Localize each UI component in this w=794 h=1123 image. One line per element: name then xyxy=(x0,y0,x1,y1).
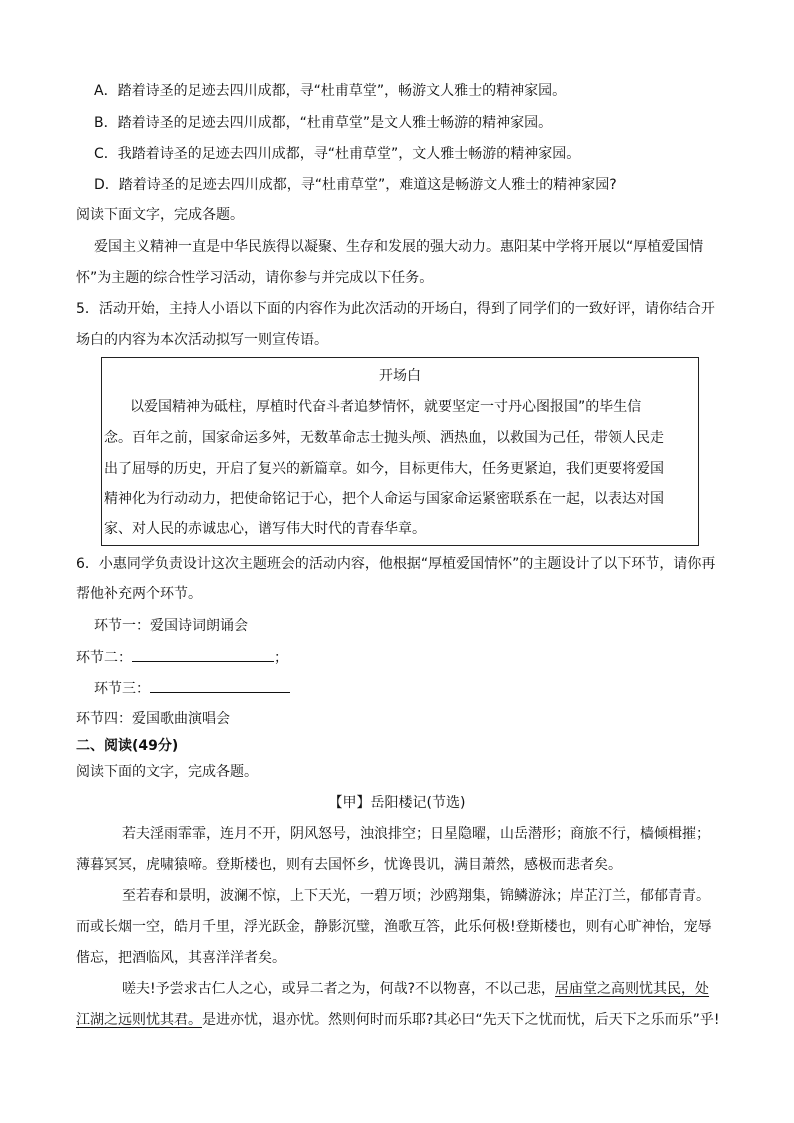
segment-2 xyxy=(76,647,288,668)
passage-p3-text: 嗟夫!予尝求古仁人之心，或异二者之为，何哉?不以物喜，不以己悲， xyxy=(122,981,556,997)
segment-3-blank[interactable] xyxy=(150,678,290,693)
question-6-line-1: 6．小惠同学负责设计这次主题班会的活动内容，他根据“厚植爱国情怀”的主题设计了以下环节，请你再 xyxy=(76,556,716,572)
intro-line-1: 爱国主义精神一直是中华民族得以凝聚、生存和发展的强大动力。惠阳某中学将开展以“厚植爱国情 xyxy=(94,239,704,255)
segment-2-label: 环节二： xyxy=(76,650,132,666)
opening-speech-title: 开场白 xyxy=(379,368,421,384)
passage-p1-line-1: 若夫淫雨霏霏，连月不开，阴风怒号，浊浪排空；日星隐曜，山岳潜形；商旅不行，樯倾楫摧； xyxy=(122,826,710,842)
passage-p1-line-2: 薄暮冥冥，虎啸猿啼。登斯楼也，则有去国怀乡，忧谗畏讥，满目萧然，感极而悲者矣。 xyxy=(76,857,622,873)
underlined-sentence-part-1: 居庙堂之高则忧其民，处 xyxy=(555,981,710,997)
segment-2-semicolon: ； xyxy=(274,650,288,666)
opening-speech-line-5: 家、对人民的赤诚忠心，谱写伟大时代的青春华章。 xyxy=(104,521,426,537)
passage-p3-text-end: 是进亦忧，退亦忧。然则何时而乐耶?其必曰“先天下之忧而忧，后天下之乐而乐”乎! xyxy=(202,1012,720,1028)
segment-4: 环节四：爱国歌曲演唱会 xyxy=(76,711,230,727)
segment-3-label: 环节三： xyxy=(94,681,150,697)
segment-1: 环节一：爱国诗词朗诵会 xyxy=(94,618,248,634)
section-2-heading: 二、阅读(49分) xyxy=(76,738,179,754)
question-5-line-1: 5．活动开始，主持人小语以下面的内容作为此次活动的开场白，得到了同学们的一致好评，请你结合开 xyxy=(76,301,715,317)
question-6-line-2: 帮他补充两个环节。 xyxy=(76,586,202,602)
segment-3 xyxy=(94,678,290,699)
option-b: B．踏着诗圣的足迹去四川成都，“杜甫草堂”是文人雅士畅游的精神家园。 xyxy=(94,115,553,131)
question-5-line-2: 场白的内容为本次活动拟写一则宣传语。 xyxy=(76,332,328,348)
passage-p2-line-3: 偕忘，把酒临风，其喜洋洋者矣。 xyxy=(76,950,286,966)
opening-speech-line-2: 念。百年之前，国家命运多舛，无数革命志士抛头颅、洒热血，以救国为己任，带领人民走 xyxy=(104,430,664,446)
passage-p3-line-1 xyxy=(122,979,709,999)
segment-2-blank[interactable] xyxy=(132,647,274,662)
section-2-instruction: 阅读下面的文字，完成各题。 xyxy=(76,764,258,780)
opening-speech-line-1: 以爱国精神为砥柱，厚植时代奋斗者追梦情怀，就要坚定一寸丹心图报国”的毕生信 xyxy=(130,399,642,415)
passage-p2-line-2: 而或长烟一空，皓月千里，浮光跃金，静影沉璧，渔歌互答，此乐何极!登斯楼也，则有心旷神怡，宠辱 xyxy=(76,919,712,935)
passage-title: 【甲】岳阳楼记(节选) xyxy=(328,795,466,811)
opening-speech-box xyxy=(101,357,699,546)
opening-speech-line-3: 出了屈辱的历史，开启了复兴的新篇章。如今，目标更伟大，任务更紧迫，我们更要将爱国 xyxy=(104,461,664,477)
intro-line-2: 怀”为主题的综合性学习活动，请你参与并完成以下任务。 xyxy=(76,270,434,286)
opening-speech-line-4: 精神化为行动动力，把使命铭记于心，把个人命运与国家命运紧密联系在一起，以表达对国 xyxy=(104,491,664,507)
passage-p3-line-2 xyxy=(76,1010,720,1030)
option-d: D．踏着诗圣的足迹去四川成都，寻“杜甫草堂”，难道这是畅游文人雅士的精神家园? xyxy=(94,177,617,193)
reading-instruction: 阅读下面文字，完成各题。 xyxy=(76,207,244,223)
underlined-sentence-part-2: 江湖之远则忧其君。 xyxy=(76,1012,202,1028)
option-c: C．我踏着诗圣的足迹去四川成都，寻“杜甫草堂”，文人雅士畅游的精神家园。 xyxy=(94,146,581,162)
option-a: A．踏着诗圣的足迹去四川成都，寻“杜甫草堂”，畅游文人雅士的精神家园。 xyxy=(94,83,567,99)
passage-p2-line-1: 至若春和景明，波澜不惊，上下天光，一碧万顷；沙鸥翔集，锦鳞游泳；岸芷汀兰，郁郁青青。 xyxy=(122,888,710,904)
